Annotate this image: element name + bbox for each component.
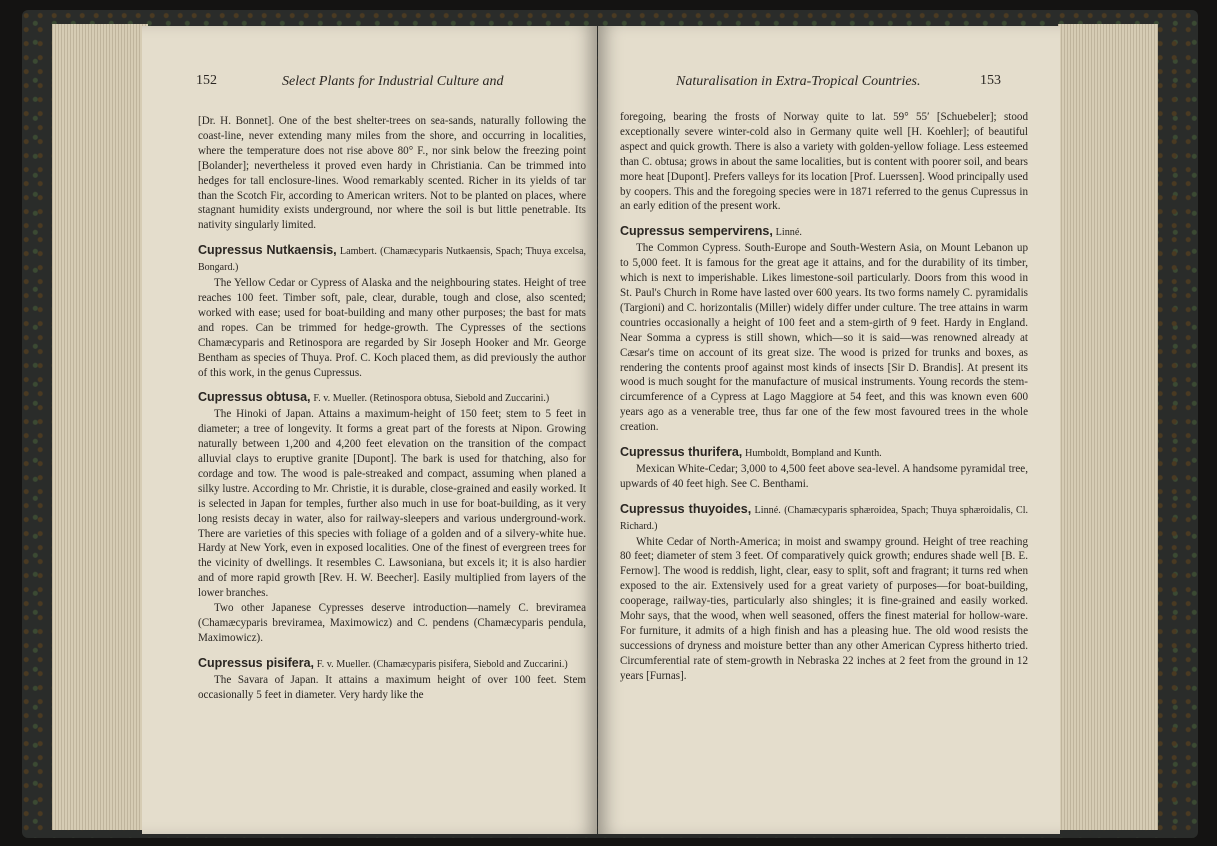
species-synonym: (Chamæcyparis Nutkaensis, Spach; Thuya excelsa, Bongard.) (198, 246, 587, 274)
species-author: F. v. Mueller. (313, 393, 368, 405)
right-page-edges (1058, 24, 1158, 830)
species-entry (198, 656, 586, 703)
running-head: Select Plants for Industrial Culture and (282, 74, 504, 89)
species-entry (620, 502, 1028, 684)
right-page-body (620, 110, 1028, 684)
page-number: 152 (196, 73, 217, 88)
species-author: Linné. (775, 227, 802, 239)
species-entry (198, 390, 586, 645)
entry-paragraph: The Yellow Cedar or Cypress of Alaska and the neighbouring states. Height of tree reaches 100 feet. Timber soft, pale, clear, durable, tough and close, also scented; worked with ease; used for boat-building and many other purposes; the bast for mats and ropes. Can be trimmed for hedge-growth. The Cypresses of the sections Chamæcyparis and Retinospora are regarded by Sir Joseph Hooker and Mr. George Bentham as species of Thuya. Prof. C. Koch placed them, as did previously the author of this work, in the genus Cupressus. (198, 277, 586, 379)
entry-paragraph: The Hinoki of Japan. Attains a maximum-height of 150 feet; stem to 5 feet in diameter; a tree of longevity. It forms a great part of the forests at Nipon. Growing naturally between 1,200 and 4,200 feet elevation on the transition of the compact alluvial clays to eruptive granite [Dupont]. The bark is used for thatching, also for cordage and tow. The wood is pale-streaked and compact, assuming when planed a silky lustre. According to Mr. Christie, it is durable, close-grained and easily worked. It is selected in Japan for temples, further also much in use for boat-building, as it very long resists decay in water, also for railway-sleepers and various underground-work. There are varieties of this species with foliage of a golden and of a silvery-white hue. Hardy at New York, even in exposed localities. One of the finest of evergreen trees for the vicinity of dwellings. It resembles C. Lawsoniana, but excels it; it is also hardier and of more rapid growth [Rev. H. W. Beecher]. Easily multiplied from layers of the lower branches. (198, 408, 586, 600)
species-author: Humboldt, Bompland and Kunth. (745, 448, 882, 460)
species-author: Linné. (754, 504, 781, 516)
running-head: Naturalisation in Extra-Tropical Countries. (676, 74, 921, 89)
entry-paragraph: Mexican White-Cedar; 3,000 to 4,500 feet above sea-level. A handsome pyramidal tree, upwards of 40 feet high. See C. Benthami. (620, 462, 1028, 490)
species-name: Cupressus Nutkaensis, (198, 243, 337, 258)
intro-paragraph: [Dr. H. Bonnet]. One of the best shelter-trees on sea-sands, naturally following the coast-line, never extending many miles from the shore, and occurring in localities, where the temperature does not rise above 80° F., nor sink below the freezing point [Bolander]; nevertheless it proved even hardy in Christiania. Can be trimmed into hedges for tall enclosure-lines. Wood remarkably scented. Richer in its yields of tar than the Scotch Fir, according to American writers. Not to be planted on places, where stagnant humidity exists underground, nor where the soil is but little penetrable. Its nativity singularly limited. (198, 115, 586, 232)
species-synonym: (Chamæcyparis sphæroidea, Spach; Thuya sphæroidalis, Cl. Richard.) (620, 504, 1028, 532)
right-page (598, 26, 1060, 834)
left-page-body (198, 114, 586, 703)
species-synonym: (Retinospora obtusa, Siebold and Zuccarini.) (369, 393, 550, 405)
entry-paragraph: Two other Japanese Cypresses deserve introduction—namely C. breviramea (Chamæcyparis breviramea, Maximowicz) and C. pendens (Chamæcyparis pendula, Maximowicz). (198, 602, 586, 644)
species-name: Cupressus sempervirens, (620, 224, 773, 239)
species-author: F. v. Mueller. (316, 658, 371, 670)
species-entry (620, 445, 1028, 492)
species-author: Lambert. (339, 246, 377, 258)
species-entry (198, 243, 586, 380)
species-name: Cupressus pisifera, (198, 655, 315, 670)
species-name: Cupressus thuyoides, (620, 501, 752, 516)
page-number: 153 (980, 73, 1001, 88)
left-page (142, 26, 597, 834)
species-entry (620, 224, 1028, 435)
entry-paragraph: The Common Cypress. South-Europe and South-Western Asia, on Mount Lebanon up to 5,000 feet. It is famous for the great age it attains, and for the durability of its timber, which is next to imperishable. Likes limestone-soil particularly. Doors from this wood in St. Paul's Church in Rome have lasted over 600 years. Its two forms namely C. pyramidalis (Targioni) and C. horizontalis (Miller) widely differ under culture. The tree attains in warm countries occasionally a height of 100 feet and a stem-girth of 9 feet. Hardy in England. Near Somma a cypress is still shown, which—so it is said—was renowned already at Cæsar's time on account of its great size. The wood is prized for trunks and boxes, as rendering the contents proof against most kinds of insects [Sir D. Brandis]. At present its wood is much sought for the manufacture of musical instruments. Young records the stem-circumference of a Cypress at Lago Maggiore at 54 feet, and this was known even 600 years ago as a venerable tree, thus far one of the few most favoured trees in the whole creation. (620, 242, 1028, 434)
entry-paragraph: The Savara of Japan. It attains a maximum height of over 100 feet. Stem occasionally 5 feet in diameter. Very hardy like the (198, 673, 586, 701)
species-name: Cupressus obtusa, (198, 390, 311, 405)
intro-paragraph: foregoing, bearing the frosts of Norway quite to lat. 59° 55′ [Schuebeler]; stood exceptionally severe winter-cold also in Germany quite well [H. Koehler]; of beautiful aspect and quick growth. There is also a variety with golden-yellow foliage. Less esteemed than C. obtusa; grows in about the same localities, but is content with poorer soil, and bears more heat [Dupont]. Prefers valleys for its location [Prof. Luerssen]. Wood principally used by coopers. This and the foregoing species were in 1871 referred to the genus Cupressus in an early edition of the present work. (620, 111, 1028, 213)
species-name: Cupressus thurifera, (620, 445, 743, 460)
left-page-edges (52, 24, 148, 830)
entry-paragraph: White Cedar of North-America; in moist and swampy ground. Height of tree reaching 80 feet; diameter of stem 3 feet. Of comparatively quick growth; endures shade well [B. E. Fernow]. The wood is reddish, light, clear, easy to split, soft and fragrant; it turns red when exposed to the air. Extensively used for a great variety of purposes—for boat-building, cooperage, railway-ties, particularly also shingles; it is fine-grained and easily worked. Mohr says, that the wood, when well seasoned, offers the finest material for hollow-ware. For furniture, it admits of a high finish and has a pleasing hue. The old wood resists the successions of dryness and moisture better than any other American Cypress hitherto tried. Circumferential rate of stem-growth in Nebraska 22 inches at 2 feet from the ground in 12 years [Furnas]. (620, 535, 1028, 682)
species-synonym: (Chamæcyparis pisifera, Siebold and Zuccarini.) (373, 658, 568, 670)
